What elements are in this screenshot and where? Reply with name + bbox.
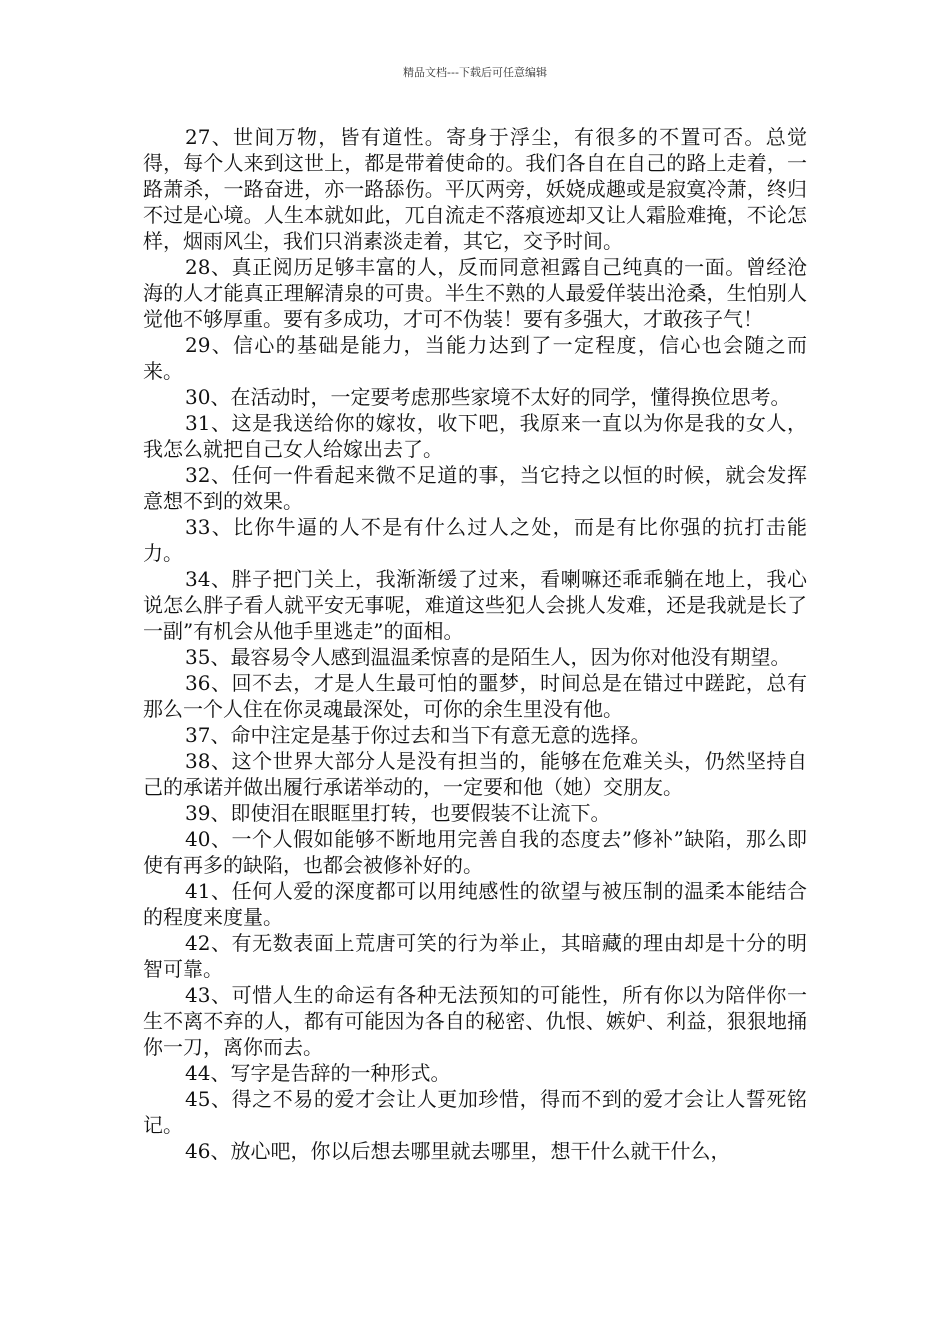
paragraph: 41、任何人爱的深度都可以用纯感性的欲望与被压制的温柔本能结合的程度来度量。 xyxy=(143,879,807,929)
paragraph: 42、有无数表面上荒唐可笑的行为举止，其暗藏的理由却是十分的明智可靠。 xyxy=(143,931,807,981)
paragraph: 33、比你牛逼的人不是有什么过人之处，而是有比你强的抗打击能力。 xyxy=(143,515,807,565)
paragraph: 30、在活动时，一定要考虑那些家境不太好的同学，懂得换位思考。 xyxy=(185,385,791,409)
page-header: 精品文档---下载后可任意编辑 xyxy=(403,66,547,79)
paragraph: 31、这是我送给你的嫁妆，收下吧，我原来一直以为你是我的女人，我怎么就把自己女人给嫁出去了。 xyxy=(143,411,807,461)
paragraph: 32、任何一件看起来微不足道的事，当它持之以恒的时候，就会发挥意想不到的效果。 xyxy=(143,463,807,513)
paragraph: 43、可惜人生的命运有各种无法预知的可能性，所有你以为陪伴你一生不离不弃的人，都有可能因为各自的秘密、仇恨、嫉妒、利益，狠狠地捅你一刀，离你而去。 xyxy=(143,983,807,1059)
paragraph: 39、即使泪在眼眶里打转，也要假装不让流下。 xyxy=(185,801,611,825)
paragraph: 37、命中注定是基于你过去和当下有意无意的选择。 xyxy=(185,723,651,747)
paragraph: 35、最容易令人感到温温柔惊喜的是陌生人，因为你对他没有期望。 xyxy=(185,645,791,669)
paragraph: 44、写字是告辞的一种形式。 xyxy=(185,1061,451,1085)
paragraph: 34、胖子把门关上，我渐渐缓了过来，看喇嘛还乖乖躺在地上，我心说怎么胖子看人就平安无事呢，难道这些犯人会挑人发难，还是我就是长了一副”有机会从他手里逃走”的面相。 xyxy=(143,567,807,643)
paragraph: 36、回不去，才是人生最可怕的噩梦，时间总是在错过中蹉跎，总有那么一个人住在你灵魂最深处，可你的余生里没有他。 xyxy=(143,671,807,721)
paragraph: 45、得之不易的爱才会让人更加珍惜，得而不到的爱才会让人誓死铭记。 xyxy=(143,1087,807,1137)
paragraph: 46、放心吧，你以后想去哪里就去哪里，想干什么就干什么， xyxy=(185,1139,731,1163)
paragraph: 38、这个世界大部分人是没有担当的，能够在危难关头，仍然坚持自己的承诺并做出履行承诺举动的，一定要和他（她）交朋友。 xyxy=(143,749,807,799)
paragraph: 28、真正阅历足够丰富的人，反而同意袒露自己纯真的一面。曾经沧海的人才能真正理解清泉的可贵。半生不熟的人最爱佯装出沧桑，生怕别人觉他不够厚重。要有多成功，才可不伪装！要有多强大，才敢孩子气！ xyxy=(143,255,807,331)
paragraph: 40、一个人假如能够不断地用完善自我的态度去”修补”缺陷，那么即使有再多的缺陷，也都会被修补好的。 xyxy=(143,827,807,877)
paragraph: 29、信心的基础是能力，当能力达到了一定程度，信心也会随之而来。 xyxy=(143,333,807,383)
paragraph: 27、世间万物，皆有道性。寄身于浮尘，有很多的不置可否。总觉得，每个人来到这世上，都是带着使命的。我们各自在自己的路上走着，一路萧杀，一路奋进，亦一路舔伤。平仄两旁，妖娆成趣或是寂寞冷萧，终归不过是心境。人生本就如此，兀自流走不落痕迹却又让人霜脸难掩，不论怎样，烟雨风尘，我们只消素淡走着，其它，交予时间。 xyxy=(143,125,807,253)
document-body xyxy=(143,124,807,1164)
